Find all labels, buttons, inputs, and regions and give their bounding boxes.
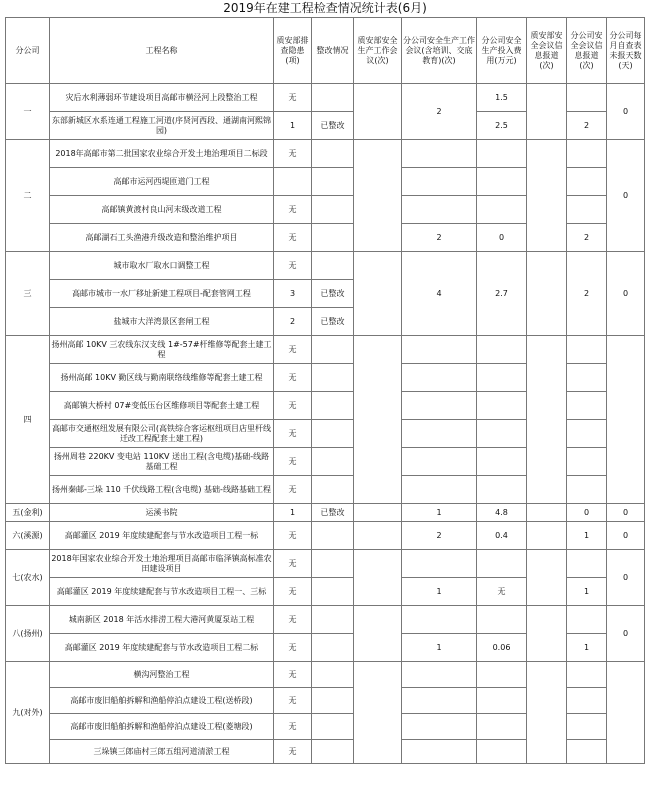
hazards-cell: 无 [274,336,312,364]
table-row [6,84,645,112]
rectify-cell [312,634,354,662]
sub-meeting-cell [402,714,477,740]
info-cell [527,252,567,336]
invest-cell [477,168,527,196]
invest-cell [477,476,527,504]
company-cell: 四 [6,336,50,504]
meeting-cell [354,140,402,252]
hazards-cell: 无 [274,634,312,662]
invest-cell [477,336,527,364]
header-project: 工程名称 [50,18,274,84]
info-cell [527,606,567,662]
table-row [6,550,645,578]
hazards-cell [274,168,312,196]
info-cell [527,84,567,140]
meeting-cell [354,336,402,504]
company-cell: 五(金利) [6,504,50,522]
sub-meeting-cell [402,140,477,168]
sub-info-cell [567,168,607,196]
meeting-cell [354,606,402,662]
sub-info-cell [567,336,607,364]
invest-cell: 0 [477,224,527,252]
hazards-cell: 无 [274,140,312,168]
meeting-cell [354,504,402,522]
self-check-cell: 0 [607,522,645,550]
project-name: 高邮市城市一水厂移址新建工程项目-配套管网工程 [50,280,274,308]
rectify-cell [312,606,354,634]
rectify-cell [312,168,354,196]
hazards-cell: 无 [274,578,312,606]
table-row [6,336,645,364]
project-name: 盐城市大洋湾景区套闸工程 [50,308,274,336]
header-row [6,18,645,84]
project-name: 三垛镇三郎庙村三郎五组河道清淤工程 [50,740,274,764]
invest-cell: 2.5 [477,112,527,140]
meeting-cell [354,522,402,550]
sub-meeting-cell [402,448,477,476]
rectify-cell [312,336,354,364]
rectify-cell [312,578,354,606]
sub-info-cell [567,740,607,764]
header-self-check: 分公司每月自查表未报天数(天) [607,18,645,84]
meeting-cell [354,84,402,140]
hazards-cell: 无 [274,522,312,550]
company-cell: 三 [6,252,50,336]
project-name: 高邮市废旧船舶拆解和渔船停泊点建设工程(菱塘段) [50,714,274,740]
self-check-cell: 0 [607,84,645,140]
project-name: 高邮市交通枢纽发展有限公司(高铁综合客运枢纽项目店里杆线迁改工程配套土建工程) [50,420,274,448]
header-info-report: 质安部安全会议信息报道(次) [527,18,567,84]
sub-meeting-cell: 2 [402,84,477,140]
rectify-cell [312,476,354,504]
company-cell: 二 [6,140,50,252]
rectify-cell: 已整改 [312,112,354,140]
project-name: 高邮镇大桥村 07#变低压台区维修项目等配套土建工程 [50,392,274,420]
meeting-cell [354,550,402,606]
hazards-cell: 无 [274,476,312,504]
rectify-cell [312,688,354,714]
invest-cell: 无 [477,578,527,606]
sub-meeting-cell [402,606,477,634]
sub-meeting-cell: 1 [402,504,477,522]
invest-cell [477,392,527,420]
company-cell: 八(扬州) [6,606,50,662]
sub-info-cell [567,392,607,420]
invest-cell [477,662,527,688]
invest-cell: 4.8 [477,504,527,522]
rectify-cell [312,714,354,740]
invest-cell [477,196,527,224]
self-check-cell: 0 [607,606,645,662]
self-check-cell [607,662,645,764]
rectify-cell [312,740,354,764]
project-name: 高邮市废旧船舶拆解和渔船停泊点建设工程(送桥段) [50,688,274,714]
hazards-cell: 无 [274,224,312,252]
inspection-table [5,17,645,764]
header-rectify: 整改情况 [312,18,354,84]
sub-meeting-cell [402,740,477,764]
table-row [6,606,645,634]
sub-meeting-cell [402,168,477,196]
table-row [6,252,645,280]
rectify-cell [312,662,354,688]
sub-info-cell [567,140,607,168]
info-cell [527,662,567,764]
sub-info-cell [567,606,607,634]
self-check-cell: 0 [607,550,645,606]
hazards-cell: 无 [274,714,312,740]
project-name: 扬州秦邮-三垛 110 千伏线路工程(含电缆) 基础-线路基础工程 [50,476,274,504]
sub-meeting-cell [402,336,477,364]
info-cell [527,550,567,606]
project-name: 扬州周巷 220KV 变电站 110KV 送出工程(含电缆)基础-线路基础工程 [50,448,274,476]
hazards-cell: 无 [274,84,312,112]
company-cell: 一 [6,84,50,140]
invest-cell [477,140,527,168]
invest-cell [477,420,527,448]
project-name: 高邮市运河西堤匝道门工程 [50,168,274,196]
sub-meeting-cell: 2 [402,522,477,550]
sub-info-cell [567,714,607,740]
invest-cell [477,448,527,476]
project-name: 东部新城区水系连通工程施工河道(序贤河西段、通湖南河熙锦园) [50,112,274,140]
project-name: 城市取水厂取水口调整工程 [50,252,274,280]
table-row [6,522,645,550]
info-cell [527,504,567,522]
rectify-cell [312,550,354,578]
project-name: 运溪书院 [50,504,274,522]
sub-info-cell: 2 [567,224,607,252]
invest-cell [477,740,527,764]
invest-cell [477,550,527,578]
sub-meeting-cell [402,364,477,392]
table-row [6,140,645,168]
header-company: 分公司 [6,18,50,84]
sub-meeting-cell [402,196,477,224]
project-name: 高邮灌区 2019 年度续建配套与节水改造项目工程一、三标 [50,578,274,606]
company-cell: 七(农水) [6,550,50,606]
project-name: 高邮灌区 2019 年度续建配套与节水改造项目工程二标 [50,634,274,662]
hazards-cell: 无 [274,420,312,448]
info-cell [527,522,567,550]
page-title: 2019年在建工程检查情况统计表(6月) [223,1,427,15]
sub-info-cell: 2 [567,252,607,336]
rectify-cell: 已整改 [312,308,354,336]
rectify-cell [312,252,354,280]
self-check-cell: 0 [607,252,645,336]
invest-cell [477,688,527,714]
sub-meeting-cell: 1 [402,578,477,606]
meeting-cell [354,252,402,336]
invest-cell [477,714,527,740]
project-name: 高邮湖石工头渔港升级改造和整治维护项目 [50,224,274,252]
invest-cell [477,606,527,634]
sub-info-cell: 2 [567,112,607,140]
hazards-cell: 无 [274,196,312,224]
invest-cell: 2.7 [477,252,527,336]
sub-info-cell [567,476,607,504]
hazards-cell: 无 [274,252,312,280]
self-check-cell [607,336,645,504]
hazards-cell: 无 [274,688,312,714]
sub-info-cell [567,196,607,224]
project-name: 2018年国家农业综合开发土地治理项目高邮市临泽镇高标准农田建设项目 [50,550,274,578]
hazards-cell: 无 [274,606,312,634]
sub-info-cell [567,364,607,392]
sub-info-cell: 1 [567,522,607,550]
company-cell: 九(对外) [6,662,50,764]
hazards-cell: 1 [274,504,312,522]
hazards-cell: 3 [274,280,312,308]
rectify-cell [312,84,354,112]
sub-info-cell [567,662,607,688]
hazards-cell: 1 [274,112,312,140]
sub-meeting-cell [402,550,477,578]
sub-info-cell [567,84,607,112]
hazards-cell: 无 [274,550,312,578]
sub-info-cell: 0 [567,504,607,522]
sub-meeting-cell [402,688,477,714]
rectify-cell [312,420,354,448]
hazards-cell: 无 [274,364,312,392]
header-sub-info-report: 分公司安全会议信息报道(次) [567,18,607,84]
invest-cell: 1.5 [477,84,527,112]
sub-meeting-cell [402,476,477,504]
header-meeting: 质安部安全生产工作会议(次) [354,18,402,84]
self-check-cell: 0 [607,140,645,252]
sub-info-cell: 1 [567,634,607,662]
hazards-cell: 无 [274,392,312,420]
hazards-cell: 无 [274,448,312,476]
sub-meeting-cell: 1 [402,634,477,662]
sub-info-cell [567,688,607,714]
sub-info-cell [567,448,607,476]
project-name: 2018年高邮市第二批国家农业综合开发土地治理项目二标段 [50,140,274,168]
hazards-cell: 2 [274,308,312,336]
rectify-cell [312,392,354,420]
invest-cell: 0.4 [477,522,527,550]
header-sub-meeting: 分公司安全生产工作会议(含培训、交底教育)(次) [402,18,477,84]
hazards-cell: 无 [274,740,312,764]
meeting-cell [354,662,402,764]
project-name: 高邮镇黄渡村良山河末级改道工程 [50,196,274,224]
project-name: 扬州高邮 10KV 三农线东汉支线 1#-57#杆维修等配套土建工程 [50,336,274,364]
sub-info-cell [567,550,607,578]
sub-meeting-cell [402,662,477,688]
invest-cell [477,364,527,392]
rectify-cell: 已整改 [312,280,354,308]
sub-meeting-cell [402,392,477,420]
sub-info-cell [567,420,607,448]
rectify-cell: 已整改 [312,504,354,522]
header-hazards: 质安部排查隐患(项) [274,18,312,84]
rectify-cell [312,196,354,224]
sub-meeting-cell: 4 [402,252,477,336]
rectify-cell [312,448,354,476]
table-row [6,504,645,522]
hazards-cell: 无 [274,662,312,688]
sub-info-cell: 1 [567,578,607,606]
project-name: 横沟河整治工程 [50,662,274,688]
project-name: 高邮灌区 2019 年度续建配套与节水改造项目工程一标 [50,522,274,550]
info-cell [527,140,567,252]
company-cell: 六(溪源) [6,522,50,550]
info-cell [527,336,567,504]
header-invest: 分公司安全生产投入费用(万元) [477,18,527,84]
project-name: 城南新区 2018 年活水排涝工程大港河黄厦泵站工程 [50,606,274,634]
rectify-cell [312,224,354,252]
project-name: 灾后水利薄弱环节建设项目高邮市横泾河上段整治工程 [50,84,274,112]
sub-meeting-cell: 2 [402,224,477,252]
rectify-cell [312,364,354,392]
project-name: 扬州高邮 10KV 勤区线与勤南联络线维修等配套土建工程 [50,364,274,392]
rectify-cell [312,140,354,168]
invest-cell: 0.06 [477,634,527,662]
self-check-cell: 0 [607,504,645,522]
rectify-cell [312,522,354,550]
table-row [6,662,645,688]
sub-meeting-cell [402,420,477,448]
